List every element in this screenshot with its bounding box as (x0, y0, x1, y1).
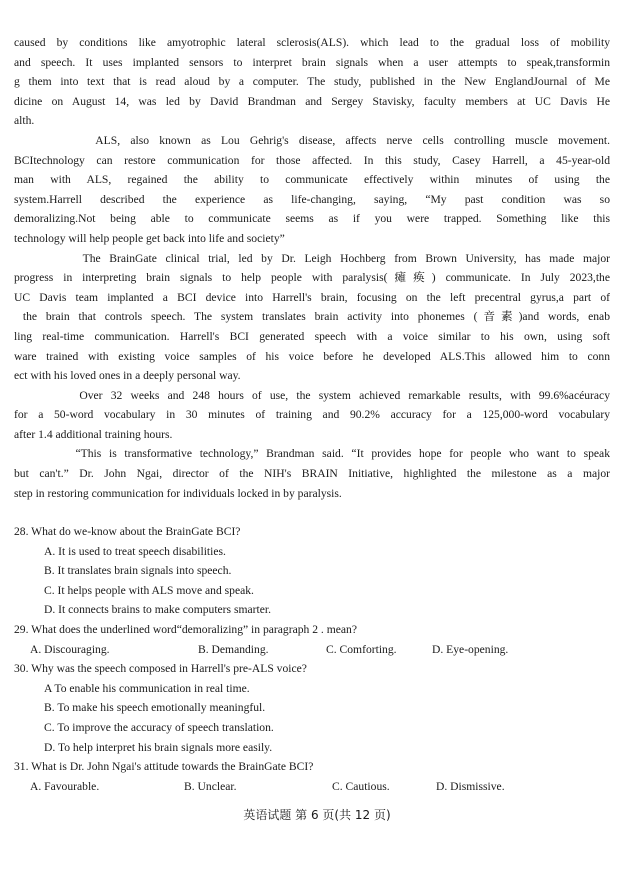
question-28-option-d: D. It connects brains to make computers smarter. (44, 603, 271, 617)
question-29-options (14, 640, 610, 660)
passage-line: “This is transformative technology,” Brandman said. “It provides hope for people who want to speak (14, 447, 610, 461)
question-30-option-a: A To enable his communication in real time. (44, 681, 250, 695)
passage-line: ALS, also known as Lou Gehrig's disease, affects nerve cells controlling muscle movement. (14, 133, 610, 147)
passage-line: man with ALS, regained the ability to communicate effectively within minutes of using the (14, 173, 610, 187)
page-footer: 英语试题 第 6 页(共 12 页) (243, 808, 391, 822)
passage-line: step in restoring communication for individuals locked in by paralysis. (14, 486, 342, 500)
passage-line: ware trained with existing voice samples of his voice before he developed ALS.This allowed him to conn (14, 349, 610, 363)
question-31-stem: 31. What is Dr. John Ngai's attitude towards the BrainGate BCI? (14, 760, 314, 774)
passage-line: g them into text that is read aloud by a computer. The study, published in the New EnglandJournal of Me (14, 75, 610, 89)
passage-line: after 1.4 additional training hours. (14, 427, 173, 441)
passage-line: but can't.” Dr. John Ngai, director of the NIH's BRAIN Initiative, highlighted the milestone as a major (14, 467, 610, 481)
passage-line: for a 50-word vocabulary in 30 minutes of training and 90.2% accuracy for a 125,000-word vocabulary (14, 408, 610, 422)
question-28-option-b: B. It translates brain signals into speech. (44, 564, 232, 578)
question-section (14, 522, 610, 796)
passage-line: demoralizing.Not being able to communicate seems as if you were trapped. Something like this (14, 212, 610, 226)
question-30-option-c: C. To improve the accuracy of speech translation. (44, 720, 274, 734)
passage-line: technology will help people get back into life and society” (14, 231, 285, 245)
question-31-option-b: B. Unclear. (184, 779, 237, 793)
question-31-option-a: A. Favourable. (30, 779, 100, 793)
question-29-option-a: A. Discouraging. (30, 642, 110, 656)
passage-line: alth. (14, 114, 35, 128)
question-30-option-b: B. To make his speech emotionally meaningful. (44, 701, 266, 715)
passage-line: progress in interpreting brain signals to help people with paralysis(瘫痪) communicate. In July 2023,the (14, 271, 610, 285)
question-31-option-d: D. Dismissive. (436, 779, 505, 793)
reading-passage (14, 33, 610, 503)
question-29-option-b: B. Demanding. (198, 642, 269, 656)
question-29-option-c: C. Comforting. (326, 642, 397, 656)
passage-line: ect with his loved ones in a deeply personal way. (14, 369, 241, 383)
question-31-options (14, 777, 610, 797)
passage-line: caused by conditions like amyotrophic lateral sclerosis(ALS). which lead to the gradual loss of mobility (14, 36, 610, 49)
question-30-option-d: D. To help interpret his brain signals more easily. (44, 740, 273, 754)
passage-line: UC Davis team implanted a BCI device into Harrell's brain, focusing on the left precentral gyrus,a part of (14, 290, 610, 304)
question-28-option-a: A. It is used to treat speech disabilities. (44, 544, 226, 558)
question-28-option-c: C. It helps people with ALS move and speak. (44, 583, 254, 597)
passage-line: BCItechnology can restore communication for those affected. In this study, Casey Harrell, a 45-year-old (14, 153, 610, 167)
passage-line: and speech. It uses implanted sensors to interpret brain signals when a user attempts to speak,transformin (14, 55, 610, 69)
question-29-stem: 29. What does the underlined word“demoralizing” in paragraph 2 . mean? (14, 622, 357, 636)
passage-line: the brain that controls speech. The system translates brain activity into phonemes (音素)and words, enab (14, 310, 610, 324)
passage-line: system.Harrell described the experience as life-changing, saying, “My past condition was so (14, 192, 610, 206)
passage-line: The BrainGate clinical trial, led by Dr. Leigh Hochberg from Brown University, has made major (14, 251, 610, 265)
question-31-option-c: C. Cautious. (332, 779, 390, 793)
passage-line: ling real-time communication. Harrell's BCI generated speech with a voice similar to his own, using soft (14, 329, 610, 343)
question-30-stem: 30. Why was the speech composed in Harrell's pre-ALS voice? (14, 662, 307, 676)
question-29-option-d: D. Eye-opening. (432, 642, 509, 656)
question-28-stem: 28. What do we-know about the BrainGate BCI? (14, 525, 241, 538)
passage-line: Over 32 weeks and 248 hours of use, the system achieved remarkable results, with 99.6%acéuracy (14, 388, 610, 402)
passage-line: dicine on August 14, was led by David Brandman and Sergey Stavisky, faculty members at UC Davis He (14, 94, 610, 108)
